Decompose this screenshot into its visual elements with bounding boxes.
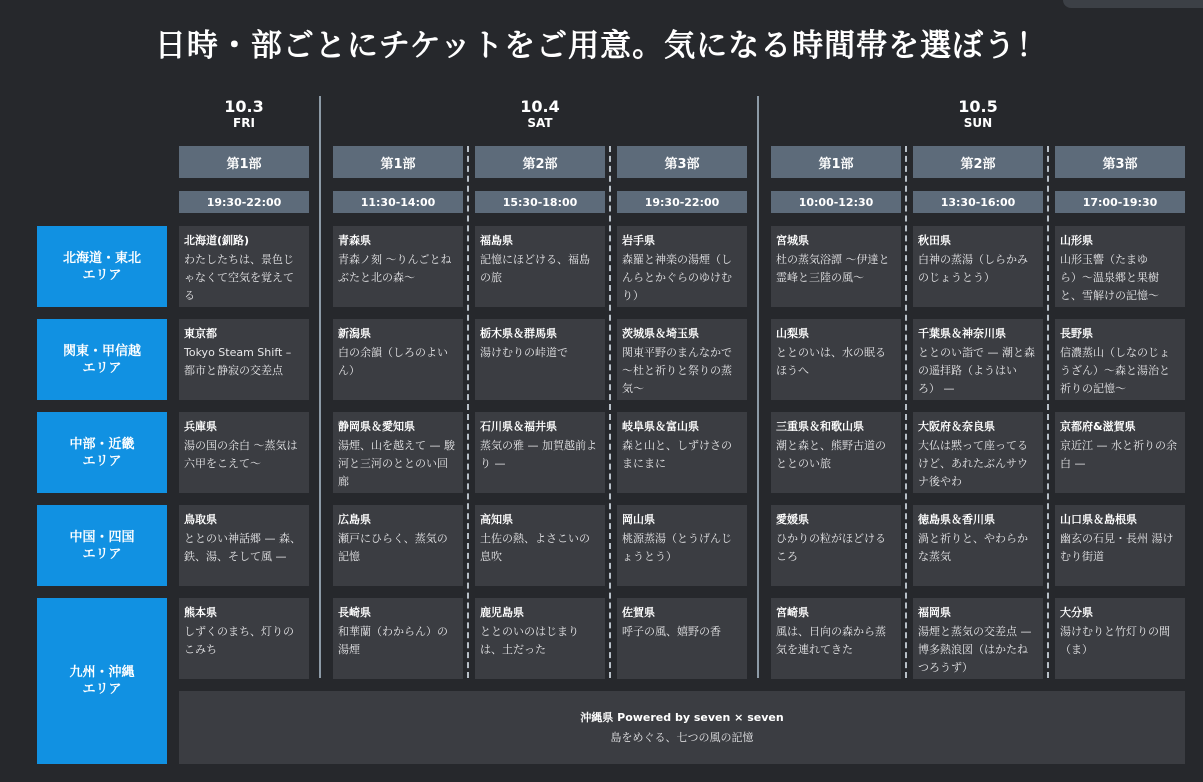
prefecture-name: 沖縄県 Powered by seven × seven [580, 710, 784, 724]
prefecture-name: 兵庫県 [184, 420, 217, 433]
prefecture-name: 山梨県 [776, 327, 809, 340]
event-title: 関東平野のまんなかで 〜杜と祈りと祭りの蒸気〜 [622, 346, 732, 395]
event-cell[interactable] [913, 505, 1043, 586]
slot-divider [905, 146, 907, 678]
part-button[interactable]: 第2部 [913, 146, 1043, 178]
event-title: 杜の蒸気浴譚 〜伊達と霊峰と三陸の風〜 [776, 253, 890, 284]
date-label: 10.3 [224, 97, 264, 116]
event-cell[interactable] [617, 505, 747, 586]
event-cell[interactable] [475, 505, 605, 586]
prefecture-name: 青森県 [338, 234, 371, 247]
event-title: 白の余韻（しろのよいん） [338, 346, 448, 377]
event-title: 土佐の熱、よさこいの息吹 [480, 532, 590, 563]
prefecture-name: 鳥取県 [184, 513, 217, 526]
date-header-sat [333, 97, 747, 130]
event-title: わたしたちは、景色じゃなくて空気を覚えてる [184, 253, 294, 302]
region-suffix: エリア [82, 360, 122, 376]
time-label: 10:00-12:30 [771, 191, 901, 213]
event-cell[interactable] [771, 598, 901, 679]
event-title: 潮と森と、熊野古道のととのい旅 [776, 439, 886, 470]
region-suffix: エリア [82, 453, 122, 469]
prefecture-name: 三重県＆和歌山県 [776, 420, 864, 433]
event-title: 呼子の風、嬉野の香 [622, 625, 721, 638]
event-title: 湯けむりと竹灯りの間（ま） [1060, 625, 1170, 656]
event-cell[interactable] [475, 412, 605, 493]
event-title: 桃源蒸湯（とうげんじょうとう） [622, 532, 732, 563]
time-label: 15:30-18:00 [475, 191, 605, 213]
event-cell[interactable] [333, 505, 463, 586]
time-label: 19:30-22:00 [179, 191, 309, 213]
region-chugoku-shikoku [37, 505, 167, 586]
part-button[interactable]: 第1部 [333, 146, 463, 178]
event-title: 和華蘭（わからん）の湯煙 [338, 625, 448, 656]
page-title: 日時・部ごとにチケットをご用意。気になる時間帯を選ぼう！ [154, 28, 1049, 64]
part-button[interactable]: 第3部 [1055, 146, 1185, 178]
event-title: ととのい神話郷 — 森、鉄、湯、そして風 — [184, 532, 301, 563]
prefecture-name: 宮城県 [776, 234, 809, 247]
event-cell[interactable] [771, 412, 901, 493]
time-label: 13:30-16:00 [913, 191, 1043, 213]
day-divider [319, 96, 321, 678]
top-right-decoration [1063, 0, 1203, 8]
event-title: しずくのまち、灯りのこみち [184, 625, 294, 656]
event-cell[interactable] [913, 412, 1043, 493]
prefecture-name: 新潟県 [338, 327, 371, 340]
date-header-fri [179, 97, 309, 130]
event-title: 森羅と神楽の湯煙（しんらとかぐらのゆけむり） [622, 253, 732, 302]
prefecture-name: 石川県＆福井県 [480, 420, 557, 433]
prefecture-name: 静岡県＆愛知県 [338, 420, 415, 433]
part-button[interactable]: 第1部 [179, 146, 309, 178]
event-cell[interactable] [771, 319, 901, 400]
prefecture-name: 徳島県＆香川県 [918, 513, 995, 526]
event-cell[interactable] [913, 319, 1043, 400]
event-cell[interactable] [617, 412, 747, 493]
prefecture-name: 山口県＆島根県 [1060, 513, 1137, 526]
date-header-sun [771, 97, 1185, 130]
event-title: ひかりの粒がほどけるころ [776, 532, 886, 563]
slot-divider [1047, 146, 1049, 678]
prefecture-name: 長野県 [1060, 327, 1093, 340]
event-title: 白神の蒸湯（しらかみのじょうとう） [918, 253, 1028, 284]
prefecture-name: 宮崎県 [776, 606, 809, 619]
event-cell[interactable] [617, 598, 747, 679]
slot-divider [467, 146, 469, 678]
weekday-label: SAT [527, 116, 553, 130]
prefecture-name: 佐賀県 [622, 606, 655, 619]
prefecture-name: 北海道(釧路) [184, 234, 250, 247]
event-title: 記憶にほどける、福島の旅 [480, 253, 590, 284]
event-cell[interactable] [179, 505, 309, 586]
prefecture-name: 熊本県 [184, 606, 217, 619]
okinawa-event-cell[interactable] [179, 691, 1185, 764]
region-chubu-kinki [37, 412, 167, 493]
prefecture-name: 京都府&滋賀県 [1060, 420, 1136, 433]
event-cell[interactable] [475, 319, 605, 400]
prefecture-name: 栃木県＆群馬県 [480, 327, 557, 340]
event-cell[interactable] [1055, 598, 1185, 679]
date-label: 10.5 [958, 97, 998, 116]
event-title: 島をめぐる、七つの風の記憶 [610, 730, 754, 744]
event-title: ととのいは、水の眠るほうへ [776, 346, 886, 377]
prefecture-name: 高知県 [480, 513, 513, 526]
event-title: 湯煙、山を越えて — 駿河と三河のととのい回廊 [338, 439, 455, 488]
region-name: 中国・四国 [69, 529, 135, 545]
event-title: 山形玉響（たまゆら）〜温泉郷と果樹と、雪解けの記憶〜 [1060, 253, 1159, 302]
event-title: ととのい詣で — 潮と森の遥拝路（ようはいろ） — [918, 346, 1035, 395]
region-suffix: エリア [82, 546, 122, 562]
event-cell[interactable] [333, 319, 463, 400]
event-cell[interactable] [179, 226, 309, 307]
event-cell[interactable] [913, 598, 1043, 679]
time-label: 11:30-14:00 [333, 191, 463, 213]
event-cell[interactable] [333, 412, 463, 493]
prefecture-name: 愛媛県 [776, 513, 809, 526]
part-button[interactable]: 第1部 [771, 146, 901, 178]
prefecture-name: 東京都 [184, 327, 217, 340]
event-cell[interactable] [771, 226, 901, 307]
event-title: 大仏は黙って座ってるけど、あれたぶんサウナ後やわ [918, 439, 1028, 488]
part-button[interactable]: 第2部 [475, 146, 605, 178]
event-title: 蒸気の雅 — 加賀越前より — [480, 439, 597, 470]
event-cell[interactable] [475, 226, 605, 307]
weekday-label: SUN [963, 116, 993, 130]
event-title: 瀬戸にひらく、蒸気の記憶 [338, 532, 448, 563]
event-title: 京近江 — 水と祈りの余白 — [1060, 439, 1177, 470]
event-title: 森と山と、しずけさのまにまに [622, 439, 732, 470]
prefecture-name: 山形県 [1060, 234, 1093, 247]
prefecture-name: 岡山県 [622, 513, 655, 526]
event-cell[interactable] [1055, 226, 1185, 307]
prefecture-name: 岐阜県＆富山県 [622, 420, 699, 433]
event-cell[interactable] [617, 226, 747, 307]
prefecture-name: 広島県 [338, 513, 371, 526]
event-title: 湯けむりの峠道で [480, 346, 568, 359]
event-title: Tokyo Steam Shift – 都市と静寂の交差点 [184, 346, 292, 377]
event-cell[interactable] [179, 598, 309, 679]
prefecture-name: 岩手県 [622, 234, 655, 247]
event-title: 渦と祈りと、やわらかな蒸気 [918, 532, 1028, 563]
weekday-label: FRI [233, 116, 255, 130]
date-label: 10.4 [520, 97, 560, 116]
event-title: 信濃蒸山（しなのじょうざん）〜森と湯治と祈りの記憶〜 [1060, 346, 1170, 395]
prefecture-name: 千葉県＆神奈川県 [918, 327, 1006, 340]
region-hokkaido-tohoku [37, 226, 167, 307]
event-cell[interactable] [1055, 412, 1185, 493]
prefecture-name: 秋田県 [918, 234, 951, 247]
region-name: 九州・沖縄 [69, 665, 135, 680]
prefecture-name: 鹿児島県 [480, 606, 524, 619]
region-name: 北海道・東北 [62, 250, 141, 266]
day-divider [757, 96, 759, 678]
prefecture-name: 茨城県＆埼玉県 [622, 327, 699, 340]
event-cell[interactable] [333, 598, 463, 679]
part-button[interactable]: 第3部 [617, 146, 747, 178]
region-suffix: エリア [82, 682, 122, 697]
event-cell[interactable] [617, 319, 747, 400]
region-suffix: エリア [82, 267, 122, 283]
event-title: 湯の国の余白 〜蒸気は六甲をこえて〜 [184, 439, 298, 470]
region-kanto-koshinetsu [37, 319, 167, 400]
prefecture-name: 長崎県 [338, 606, 371, 619]
prefecture-name: 大分県 [1060, 606, 1093, 619]
region-name: 中部・近畿 [69, 436, 135, 452]
prefecture-name: 大阪府＆奈良県 [918, 420, 995, 433]
event-cell[interactable] [179, 319, 309, 400]
event-cell[interactable] [1055, 505, 1185, 586]
event-title: 湯煙と蒸気の交差点 — 博多熱浪図（はかたねつろうず） [918, 625, 1032, 674]
region-kyushu-okinawa [37, 598, 167, 764]
event-cell[interactable] [913, 226, 1043, 307]
time-label: 17:00-19:30 [1055, 191, 1185, 213]
region-name: 関東・甲信越 [62, 343, 141, 359]
event-title: 風は、日向の森から蒸気を連れてきた [776, 625, 886, 656]
time-label: 19:30-22:00 [617, 191, 747, 213]
event-title: ととのいのはじまりは、土だった [480, 625, 579, 656]
event-title: 青森ノ刻 〜りんごとねぶたと北の森〜 [338, 253, 452, 284]
event-cell[interactable] [1055, 319, 1185, 400]
prefecture-name: 福島県 [480, 234, 513, 247]
event-cell[interactable] [475, 598, 605, 679]
event-cell[interactable] [771, 505, 901, 586]
prefecture-name: 福岡県 [918, 606, 951, 619]
slot-divider [609, 146, 611, 678]
event-title: 幽玄の石見・長州 湯けむり街道 [1060, 532, 1174, 563]
event-cell[interactable] [179, 412, 309, 493]
event-cell[interactable] [333, 226, 463, 307]
